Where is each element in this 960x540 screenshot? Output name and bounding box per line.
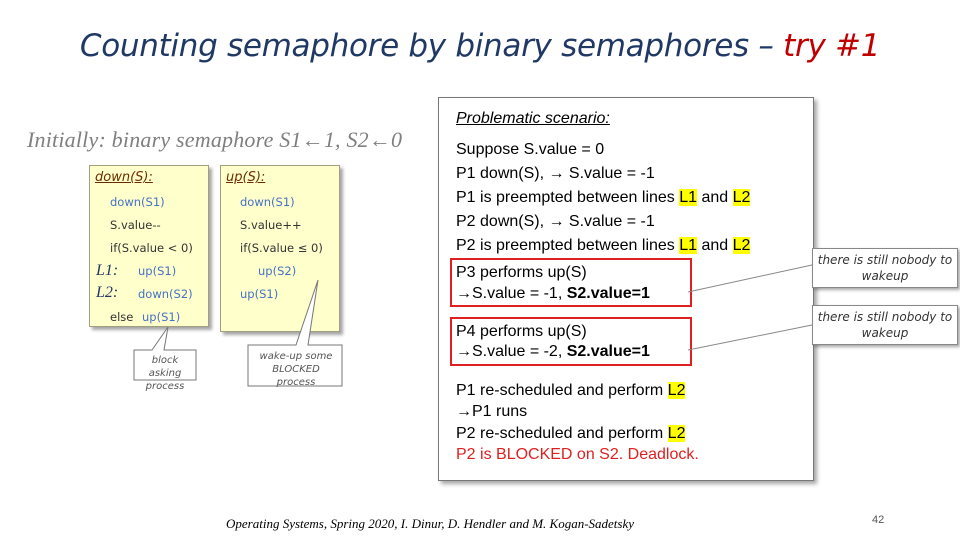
down-line-2: S.value-- [110, 218, 161, 232]
l2-highlight: L2 [732, 189, 751, 206]
scenario-line-3: P1 is preempted between lines L1 and L2 [456, 189, 751, 206]
down-header: down(S): [95, 170, 153, 185]
down-line-4: up(S1) [138, 264, 177, 278]
down-line-7: up(S1) [142, 310, 181, 324]
connector-2 [688, 325, 812, 350]
l1-highlight: L1 [679, 189, 698, 206]
up-line-2: S.value++ [240, 218, 302, 232]
initial-condition: Initially: binary semaphore S1←1, S2←0 [27, 127, 403, 152]
l1-highlight: L1 [679, 237, 698, 254]
up-header: up(S): [226, 170, 266, 185]
side-note-1: there is still nobody to wakeup [812, 248, 958, 288]
up-line-5: up(S1) [240, 287, 279, 301]
l2-highlight: L2 [667, 425, 686, 442]
connector-1 [688, 265, 812, 292]
scenario-line-13: P2 is BLOCKED on S2. Deadlock. [456, 446, 699, 463]
up-line-3: if(S.value ≤ 0) [240, 241, 323, 255]
scenario-line-6: P3 performs up(S) [456, 264, 587, 281]
page-number: 42 [872, 514, 885, 526]
footer: Operating Systems, Spring 2020, I. Dinur, D. Hendler and M. Kogan-Sadetsky [226, 516, 635, 531]
scenario-line-1: Suppose S.value = 0 [456, 141, 605, 158]
label-l2: L2: [96, 284, 119, 301]
scenario-line-11: →P1 runs [456, 403, 528, 420]
scenario-line-7: →S.value = -1, S2.value=1 [456, 285, 650, 302]
scenario-line-4: P2 down(S), → S.value = -1 [456, 213, 655, 230]
down-line-3: if(S.value < 0) [110, 241, 193, 255]
scenario-line-12: P2 re-scheduled and perform L2 [456, 425, 686, 442]
scenario-line-8: P4 performs up(S) [456, 323, 587, 340]
scenario-line-2: P1 down(S), → S.value = -1 [456, 165, 655, 182]
scenario-line-10: P1 re-scheduled and perform L2 [456, 382, 686, 399]
l2-highlight: L2 [732, 237, 751, 254]
wake-callout-text: wake-up some BLOCKED process [259, 351, 333, 388]
title-main: Counting semaphore by binary semaphores – [79, 28, 784, 64]
title-highlight: try #1 [783, 28, 881, 64]
down-line-1: down(S1) [110, 195, 165, 209]
scenario-line-9: →S.value = -2, S2.value=1 [456, 343, 650, 360]
block-callout-text: block asking process [145, 355, 185, 392]
side-note-2: there is still nobody to wakeup [812, 305, 958, 345]
l2-highlight: L2 [667, 382, 686, 399]
up-line-4: up(S2) [258, 264, 297, 278]
down-line-6: else [110, 310, 134, 324]
up-line-1: down(S1) [240, 195, 295, 209]
scenario-line-5: P2 is preempted between lines L1 and L2 [456, 237, 751, 254]
label-l1: L1: [96, 262, 119, 279]
scenario-heading: Problematic scenario: [456, 110, 610, 127]
down-line-5: down(S2) [138, 287, 193, 301]
